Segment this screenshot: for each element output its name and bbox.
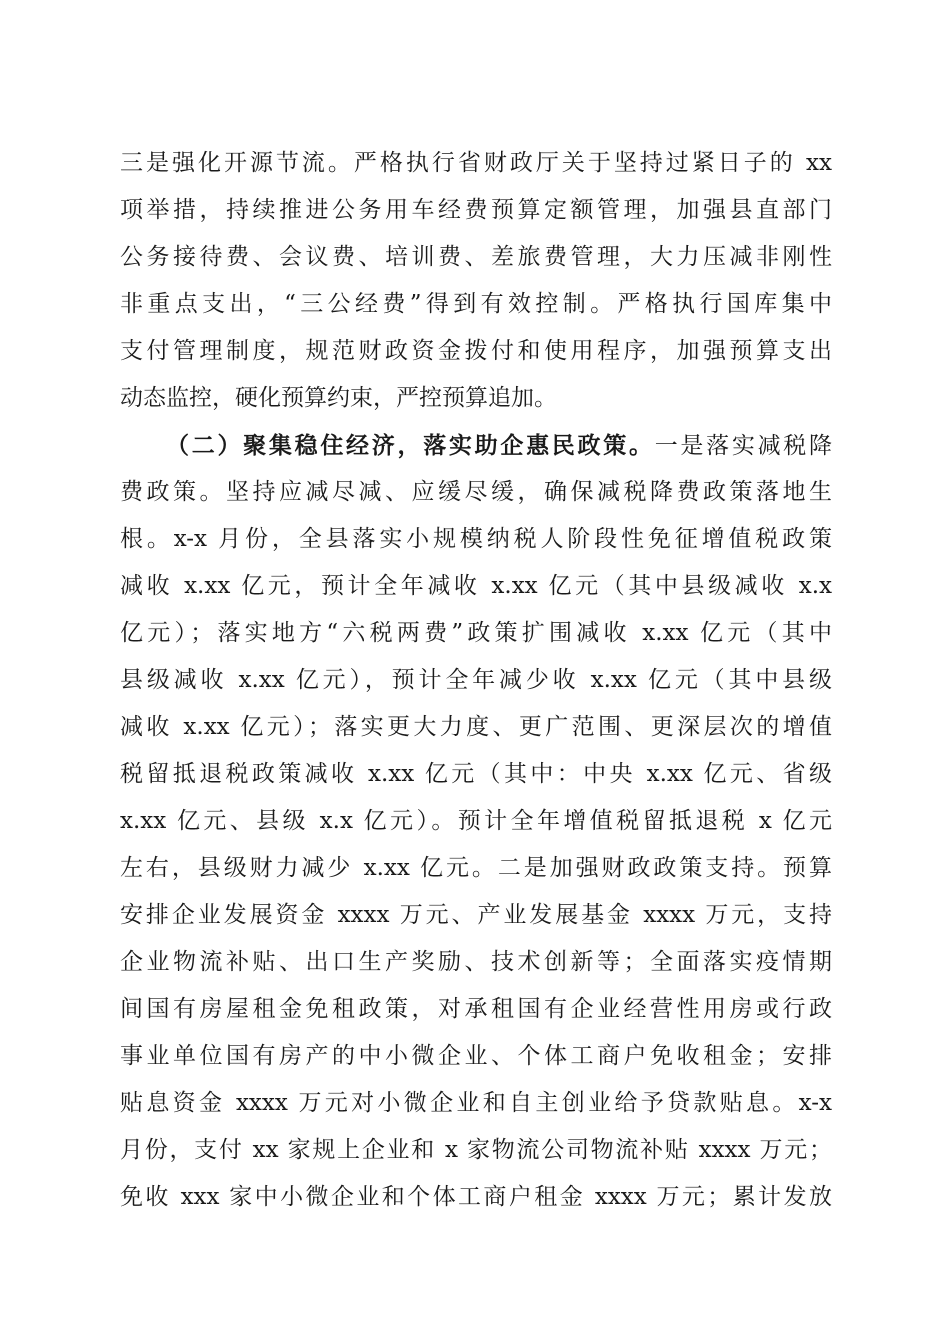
text-line: 间国有房屋租金免租政策，对承租国有企业经营性用房或行政 — [120, 996, 832, 1022]
text-line: 减收 x.xx 亿元，预计全年减收 x.xx 亿元（其中县级减收 x.x — [120, 573, 832, 599]
section-heading: （二）聚集稳住经济，落实助企惠民政策。 — [166, 432, 655, 459]
text-line: 项举措，持续推进公务用车经费预算定额管理，加强县直部门 — [120, 197, 832, 223]
text-line: 企业物流补贴、出口生产奖励、技术创新等；全面落实疫情期 — [120, 949, 832, 975]
document-body — [120, 140, 832, 1221]
text-line: 非重点支出，“三公经费”得到有效控制。严格执行国库集中 — [120, 291, 832, 317]
text-line: 免收 xxx 家中小微企业和个体工商户租金 xxxx 万元；累计发放 — [120, 1184, 832, 1210]
text-line: 左右，县级财力减少 x.xx 亿元。二是加强财政政策支持。预算 — [120, 855, 832, 881]
text-line: 支付管理制度，规范财政资金拨付和使用程序，加强预算支出 — [120, 338, 832, 364]
text-line: 县级减收 x.xx 亿元），预计全年减少收 x.xx 亿元（其中县级 — [120, 667, 832, 693]
text-line: 减收 x.xx 亿元）；落实更大力度、更广范围、更深层次的增值 — [120, 714, 832, 740]
text-line: 亿元）；落实地方“六税两费”政策扩围减收 x.xx 亿元（其中 — [120, 620, 832, 646]
text-line: x.xx 亿元、县级 x.x 亿元）。预计全年增值税留抵退税 x 亿元 — [120, 808, 832, 834]
text-line: 公务接待费、会议费、培训费、差旅费管理，大力压减非刚性 — [120, 244, 832, 270]
text-line: 三是强化开源节流。严格执行省财政厅关于坚持过紧日子的 xx — [120, 150, 832, 176]
text-line: 动态监控，硬化预算约束，严控预算追加。 — [120, 385, 557, 411]
text-line — [120, 422, 832, 469]
text-line: 月份，支付 xx 家规上企业和 x 家物流公司物流补贴 xxxx 万元； — [120, 1137, 832, 1163]
paragraph-open-source-cost-saving — [120, 140, 832, 422]
text-line: 安排企业发展资金 xxxx 万元、产业发展基金 xxxx 万元，支持 — [120, 902, 832, 928]
text-line: 根。x-x 月份，全县落实小规模纳税人阶段性免征增值税政策 — [120, 526, 832, 552]
text-line: 贴息资金 xxxx 万元对小微企业和自主创业给予贷款贴息。x-x — [120, 1090, 832, 1116]
text-line: 费政策。坚持应减尽减、应缓尽缓，确保减税降费政策落地生 — [120, 479, 832, 505]
text-line: 事业单位国有房产的中小微企业、个体工商户免收租金；安排 — [120, 1043, 832, 1069]
paragraph-stabilize-economy — [120, 422, 832, 1221]
text-line: 税留抵退税政策减收 x.xx 亿元（其中：中央 x.xx 亿元、省级 — [120, 761, 832, 787]
text-run: 一是落实减税降 — [654, 433, 833, 459]
